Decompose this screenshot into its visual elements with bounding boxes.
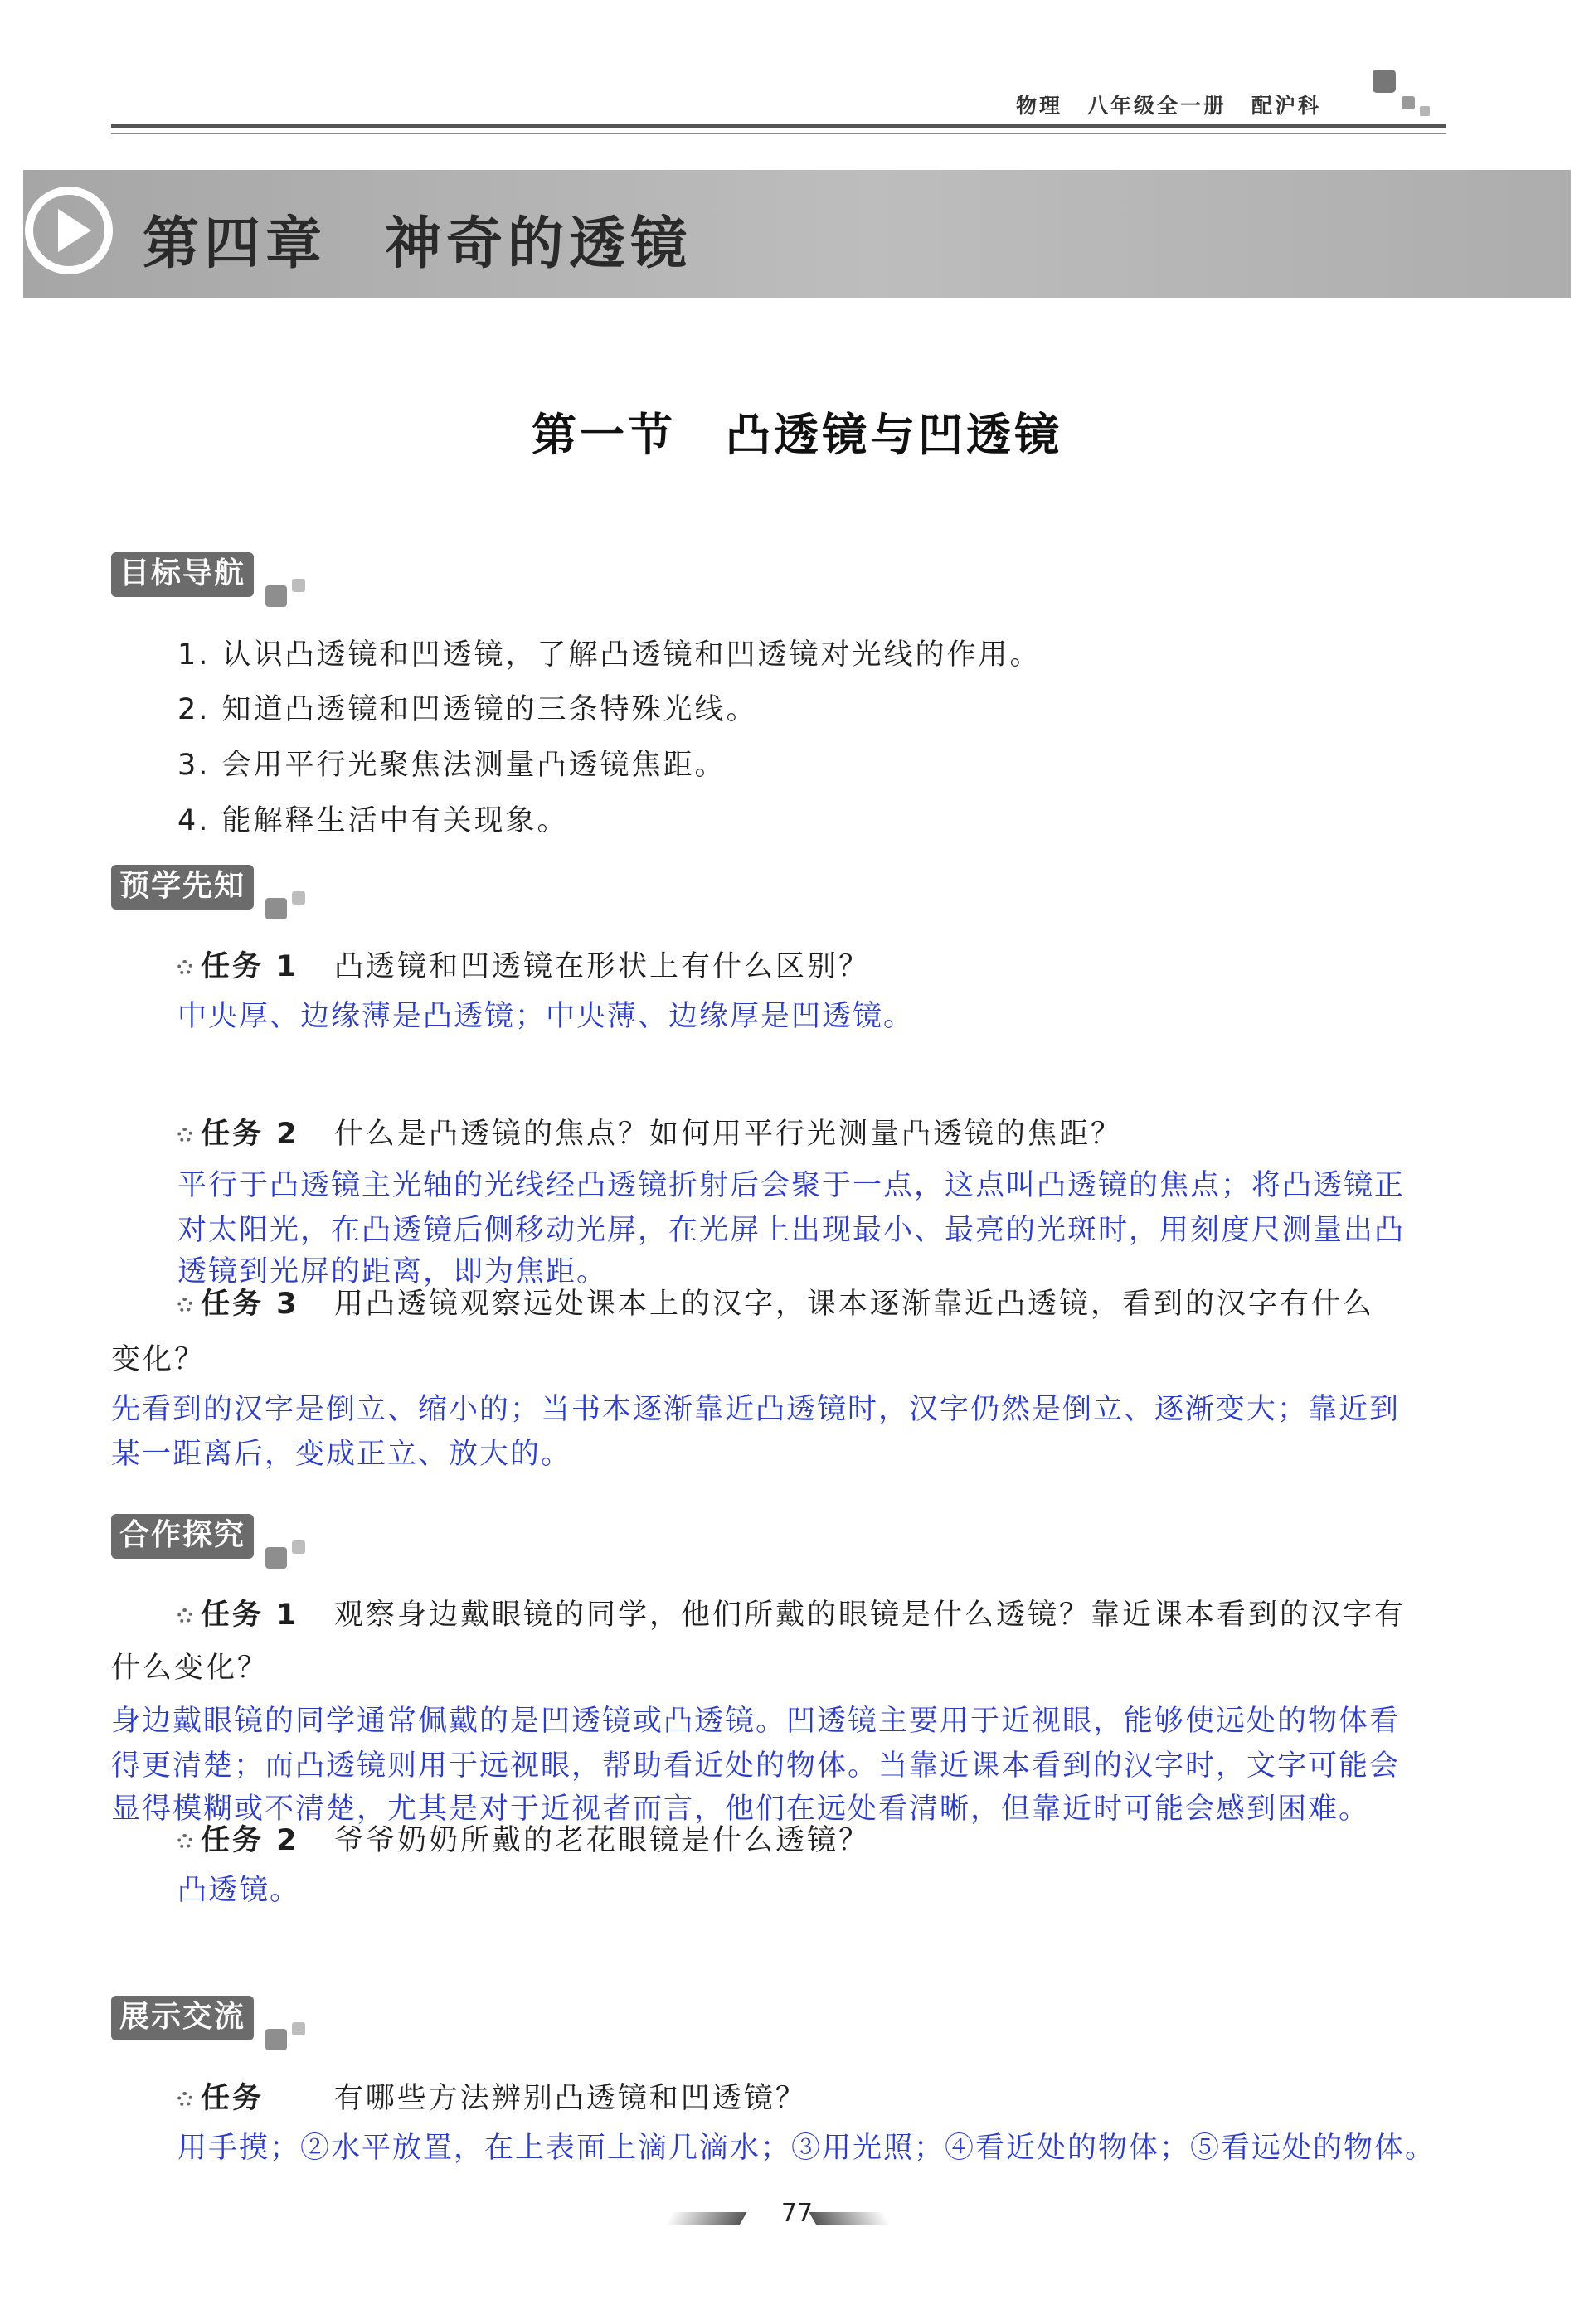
answer-text: 用手摸；②水平放置，在上表面上滴几滴水；③用光照；④看近处的物体；⑤看远处的物体。 [177,2132,1436,2165]
answer-line: 显得模糊或不清楚，尤其是对于近视者而言，他们在远处看清晰，但靠近时可能会感到困难。 [111,1793,1370,1826]
explore-label: 合作探究 [111,1514,254,1559]
gear-icon [177,1298,192,1312]
goal-item: 1. 认识凸透镜和凹透镜，了解凸透镜和凹透镜对光线的作用。 [177,638,1042,672]
section-number: 第一节 [532,409,676,461]
label-decoration [265,2029,287,2050]
header-decoration [1420,106,1430,116]
task-label: 任务 2 [201,1118,299,1151]
gear-icon [177,1128,192,1143]
question-text: 用凸透镜观察远处课本上的汉字，课本逐渐靠近凸透镜，看到的汉字有什么 [333,1288,1374,1321]
chapter-name: 神奇的透镜 [385,211,693,277]
gear-icon [177,2092,192,2107]
header-divider [111,124,1446,128]
exchange-label: 展示交流 [111,1996,254,2040]
play-icon [58,209,91,252]
answer-line: 某一距离后，变成正立、放大的。 [111,1438,572,1471]
section-title [0,400,1594,463]
goal-item: 4. 能解释生活中有关现象。 [177,804,569,837]
gear-icon [177,1834,192,1849]
header-decoration [1402,96,1415,109]
question-text: 凸透镜和凹透镜在形状上有什么区别？ [333,950,870,983]
answer-line: 透镜到光屏的距离，即为焦距。 [177,1255,608,1288]
preview-label: 预学先知 [111,865,254,910]
question-text: 有哪些方法辨别凸透镜和凹透镜？ [333,2082,807,2115]
label-decoration [292,1540,305,1554]
answer-text: 中央厚、边缘薄是凸透镜；中央薄、边缘厚是凹透镜。 [177,1000,915,1033]
goal-item: 3. 会用平行光聚焦法测量凸透镜焦距。 [177,749,727,782]
label-decoration [292,579,305,592]
header-subject: 物理 [1016,94,1063,118]
header-grade: 八年级全一册 [1087,94,1227,118]
page-number: 77 [780,2199,814,2228]
answer-line: 对太阳光，在凸透镜后侧移动光屏，在光屏上出现最小、最亮的光斑时，用刻度尺测量出凸 [177,1214,1406,1247]
chapter-title [143,199,692,279]
label-decoration [292,2022,305,2035]
task-label: 任务 2 [201,1824,299,1857]
task-question [177,1817,870,1859]
goals-label: 目标导航 [111,552,254,597]
answer-line: 得更清楚；而凸透镜则用于远视眼，帮助看近处的物体。当靠近课本看到的汉字时，文字可能会 [111,1749,1401,1783]
task-label: 任务 3 [201,1288,299,1321]
task-question [177,1281,1374,1322]
header-decoration [1373,70,1396,93]
label-decoration [265,1547,287,1569]
task-label: 任务 1 [201,950,299,983]
task-question [177,2075,807,2117]
gear-icon [177,960,192,975]
header-divider [111,133,1446,134]
question-text: 爷爷奶奶所戴的老花眼镜是什么透镜？ [333,1824,870,1857]
section-name: 凸透镜与凹透镜 [726,409,1062,461]
task-label: 任务 [201,2082,265,2115]
question-text: 观察身边戴眼镜的同学，他们所戴的眼镜是什么透镜？靠近课本看到的汉字有 [333,1599,1406,1632]
goal-item: 2. 知道凸透镜和凹透镜的三条特殊光线。 [177,693,758,726]
label-decoration [265,898,287,919]
question-text: 什么变化？ [111,1652,270,1685]
answer-text: 凸透镜。 [177,1874,301,1907]
task-question [177,1111,1122,1152]
chapter-number: 第四章 [143,211,328,277]
label-decoration [265,585,287,607]
answer-line: 先看到的汉字是倒立、缩小的；当书本逐渐靠近凸透镜时，汉字仍然是倒立、逐渐变大；靠近到 [111,1393,1401,1426]
question-text: 什么是凸透镜的焦点？如何用平行光测量凸透镜的焦距？ [333,1118,1122,1151]
task-question [177,944,870,985]
running-header [1016,90,1346,119]
task-label: 任务 1 [201,1599,299,1632]
gear-icon [177,1608,192,1623]
question-text: 变化？ [111,1343,207,1376]
answer-line: 身边戴眼镜的同学通常佩戴的是凹透镜或凸透镜。凹透镜主要用于近视眼，能够使远处的物体看 [111,1705,1401,1738]
answer-line: 平行于凸透镜主光轴的光线经凸透镜折射后会聚于一点，这点叫凸透镜的焦点；将凸透镜正 [177,1169,1406,1202]
header-edition: 配沪科 [1251,94,1322,118]
task-question [177,1592,1406,1633]
label-decoration [292,891,305,905]
